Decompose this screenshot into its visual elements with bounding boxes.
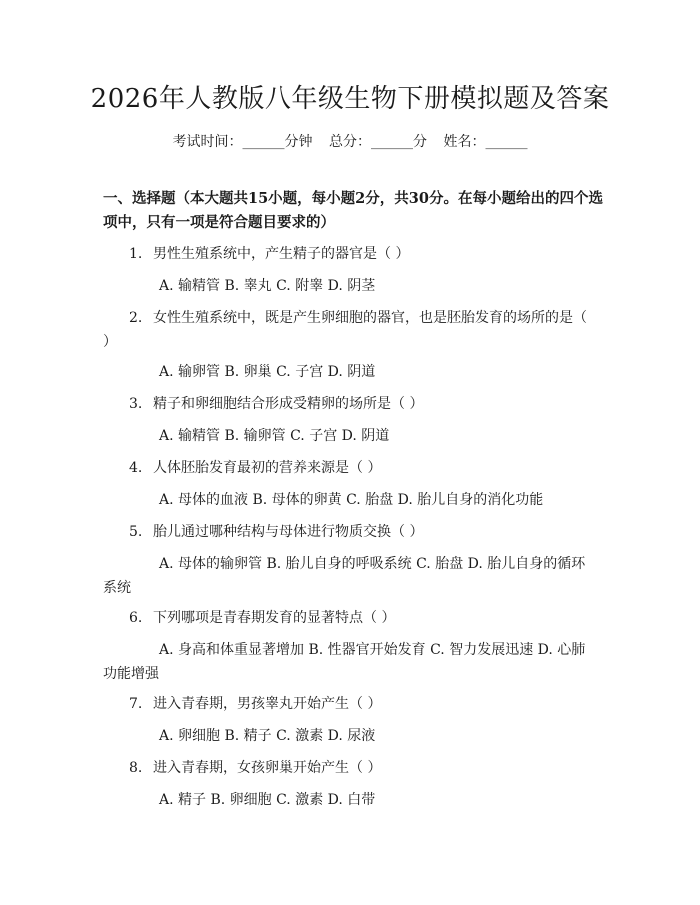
question-number: 5. [129, 524, 143, 540]
exam-time: 考试时间：______分钟 [172, 134, 313, 150]
question-stem [103, 242, 597, 266]
question-number: 4. [129, 460, 143, 476]
question-number: 8. [129, 760, 143, 776]
question-options: A. 精子 B. 卵细胞 C. 激素 D. 白带 [159, 792, 376, 808]
question-stem [103, 520, 597, 544]
question-text: 下列哪项是青春期发育的显著特点（ ） [153, 610, 396, 626]
student-name: 姓名：______ [443, 134, 528, 150]
question-number: 6. [129, 610, 143, 626]
question-options: A. 输卵管 B. 卵巢 C. 子宫 D. 阴道 [159, 364, 376, 380]
exam-meta [0, 131, 700, 151]
question-text: 男性生殖系统中，产生精子的器官是（ ） [153, 246, 410, 262]
question-stem [103, 756, 597, 780]
question-text: 女性生殖系统中，既是产生卵细胞的器官，也是胚胎发育的场所的是（ ） [103, 310, 587, 350]
question-stem [103, 606, 597, 630]
question-options: A. 母体的输卵管 B. 胎儿自身的呼吸系统 C. 胎盘 D. 胎儿自身的循环系统 [103, 556, 586, 596]
question-text: 进入青春期，女孩卵巢开始产生（ ） [153, 760, 382, 776]
exam-total-score: 总分：______分 [329, 134, 427, 150]
question-options: A. 输精管 B. 输卵管 C. 子宫 D. 阴道 [159, 428, 390, 444]
question-stem [103, 392, 597, 416]
question-text: 进入青春期，男孩睾丸开始产生（ ） [153, 696, 382, 712]
page-title: 2026年人教版八年级生物下册模拟题及答案 [90, 84, 610, 114]
question-text: 胎儿通过哪种结构与母体进行物质交换（ ） [153, 524, 424, 540]
question-stem [103, 692, 597, 716]
question-options: A. 卵细胞 B. 精子 C. 激素 D. 尿液 [159, 728, 376, 744]
question-number: 7. [129, 696, 143, 712]
question-number: 1. [129, 246, 143, 262]
question-options: A. 身高和体重显著增加 B. 性器官开始发育 C. 智力发展迅速 D. 心肺功能增强 [103, 642, 586, 682]
question-number: 2. [129, 310, 143, 326]
question-options: A. 输精管 B. 睾丸 C. 附睾 D. 阴茎 [159, 278, 376, 294]
question-options: A. 母体的血液 B. 母体的卵黄 C. 胎盘 D. 胎儿自身的消化功能 [159, 492, 544, 508]
question-number: 3. [129, 396, 143, 412]
question-text: 人体胚胎发育最初的营养来源是（ ） [153, 460, 382, 476]
question-stem [103, 456, 597, 480]
question-text: 精子和卵细胞结合形成受精卵的场所是（ ） [153, 396, 424, 412]
section-heading: 一、选择题（本大题共15小题，每小题2分，共30分。在每小题给出的四个选项中，只有一项是符合题目要求的） [103, 190, 603, 231]
question-stem [103, 306, 597, 354]
